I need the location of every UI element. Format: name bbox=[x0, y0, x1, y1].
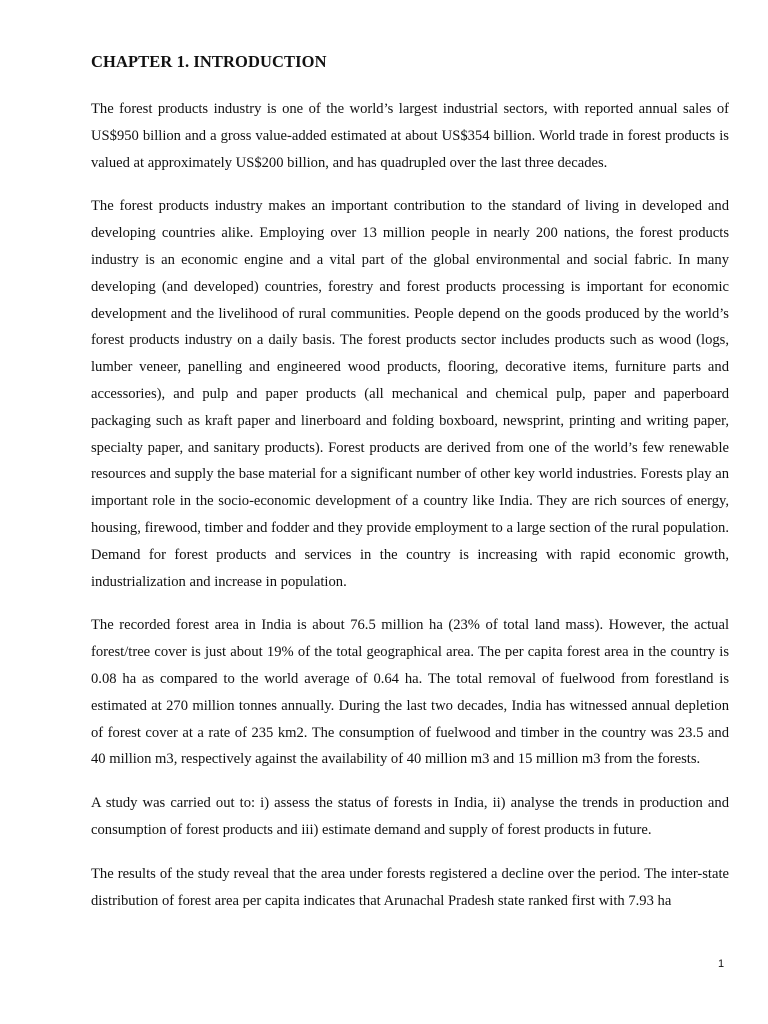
paragraph-industry-overview: The forest products industry is one of the world’s largest industrial sectors, with reported annual sales of US$950 billion and a gross value-added estimated at about US$354 billion. World trade in forest products is valued at approximately US$200 billion, and has quadrupled over the last three decades. bbox=[91, 101, 729, 171]
paragraph-industry-contribution: The forest products industry makes an important contribution to the standard of living in developed and developing countries alike. Employing over 13 million people in nearly 200 nations, the forest products industry is an economic engine and a vital part of the global environmental and social fabric. In many developing (and developed) countries, forestry and forest products processing is important for economic development and the livelihood of rural communities. People depend on the goods produced by the world’s forest products industry on a daily basis. The forest products sector includes products such as wood (logs, lumber veneer, panelling and engineered wood products, flooring, decorative items, furniture parts and accessories), and pulp and paper products (all mechanical and chemical pulp, paper and paperboard packaging such as kraft paper and linerboard and folding boxboard, newsprint, printing and writing paper, specialty paper, and sanitary products). Forest products are derived from one of the world’s few renewable resources and supply the base material for a significant number of other key world industries. Forests play an important role in the socio-economic development of a country like India. They are rich sources of energy, housing, firewood, timber and fodder and they provide employment to a large section of the rural population. Demand for forest products and services in the country is increasing with rapid economic growth, industrialization and increase in population. bbox=[91, 198, 729, 590]
paragraph-study-objectives: A study was carried out to: i) assess the status of forests in India, ii) analyse the trends in production and consumption of forest products and iii) estimate demand and supply of forest products in future. bbox=[91, 795, 729, 838]
body-text bbox=[91, 96, 729, 931]
paragraph-india-forest-area: The recorded forest area in India is about 76.5 million ha (23% of total land mass). However, the actual forest/tree cover is just about 19% of the total geographical area. The per capita forest area in the country is 0.08 ha as compared to the world average of 0.64 ha. The total removal of fuelwood from forestland is estimated at 270 million tonnes annually. During the last two decades, India has witnessed annual depletion of forest cover at a rate of 235 km2. The consumption of fuelwood and timber in the country was 23.5 and 40 million m3, respectively against the availability of 40 million m3 and 15 million m3 from the forests. bbox=[91, 617, 729, 768]
chapter-title: CHAPTER 1. INTRODUCTION bbox=[91, 52, 327, 71]
page-number: 1 bbox=[718, 958, 725, 970]
paragraph-study-results: The results of the study reveal that the area under forests registered a decline over the period. The inter-state distribution of forest area per capita indicates that Arunachal Pradesh state ranked first with 7.93 ha bbox=[91, 865, 729, 909]
